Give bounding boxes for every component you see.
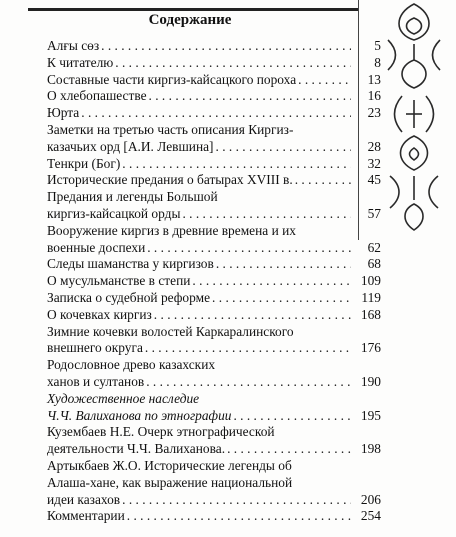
dot-leader [149, 88, 351, 105]
toc-entry [47, 458, 381, 508]
dot-leader [227, 441, 351, 458]
toc-entry-title: внешнего округа [47, 340, 143, 356]
table-of-contents [47, 38, 381, 525]
toc-entry-line [47, 441, 381, 458]
toc-entry [47, 307, 381, 324]
toc-entry-line [47, 307, 381, 324]
toc-entry [47, 357, 381, 391]
toc-entry-title: Исторические предания о батырах XVIII в. [47, 172, 293, 188]
toc-entry-title-line: Вооружение киргиз в древние времена и их [47, 222, 296, 238]
dot-leader [147, 240, 351, 257]
toc-entry [47, 223, 381, 257]
toc-entry [47, 508, 381, 525]
toc-entry-line [47, 408, 381, 425]
toc-page-number: 176 [360, 340, 381, 356]
dot-leader [212, 290, 351, 307]
toc-entry-line [47, 55, 381, 72]
toc-entry-line [47, 38, 381, 55]
toc-entry-line [47, 240, 381, 257]
toc-page-number: 8 [374, 54, 381, 70]
toc-entry [47, 189, 381, 223]
toc-entry-title-line: Заметки на третью часть описания Киргиз- [47, 121, 294, 137]
dot-leader [216, 256, 351, 273]
toc-page-number: 195 [360, 407, 381, 423]
dot-leader [115, 55, 351, 72]
toc-entry [47, 156, 381, 173]
toc-entry-title: О хлебопашестве [47, 88, 147, 104]
toc-entry-title: О мусульманстве в степи [47, 273, 191, 289]
toc-entry-line [47, 88, 381, 105]
dot-leader [216, 139, 351, 156]
toc-entry-line [47, 492, 381, 509]
dot-leader [122, 156, 351, 173]
toc-entry-title: казачьих орд [А.И. Левшина] [47, 138, 214, 154]
toc-entry-title-line: Предания и легенды Большой [47, 189, 218, 205]
toc-entry-line [47, 256, 381, 273]
toc-page-number: 28 [367, 138, 381, 154]
toc-entry-title: ханов и султанов [47, 373, 145, 389]
toc-entry [47, 122, 381, 156]
toc-entry-line [47, 273, 381, 290]
toc-page-number: 190 [360, 373, 381, 389]
toc-page-number: 119 [361, 289, 381, 305]
toc-page-number: 32 [367, 155, 381, 171]
dot-leader [101, 38, 351, 55]
page-title: Содержание [148, 12, 232, 28]
dot-leader [182, 206, 351, 223]
toc-entry [47, 256, 381, 273]
toc-entry [47, 290, 381, 307]
toc-page-number: 68 [367, 256, 381, 272]
toc-entry [47, 105, 381, 122]
dot-leader [295, 172, 351, 189]
toc-entry-title-line: Алаша-хане, как выражение национальной [47, 474, 293, 490]
toc-entry-line [47, 340, 381, 357]
toc-entry-title-line: Кузембаев Н.Е. Очерк этнографической [47, 424, 275, 440]
toc-page-number: 62 [367, 239, 381, 255]
toc-entry-title: деятельности Ч.Ч. Валиханова. [47, 441, 226, 457]
toc-page-number: 254 [360, 508, 381, 524]
toc-entry [47, 391, 381, 425]
toc-entry [47, 324, 381, 358]
ornament-border [384, 0, 444, 240]
toc-entry-title: Записка о судебной реформе [47, 289, 211, 305]
toc-entry-line [47, 374, 381, 391]
toc-entry-title: Тенкри (Бог) [47, 155, 121, 171]
toc-entry-line [47, 139, 381, 156]
toc-entry-title: К читателю [47, 54, 114, 70]
dot-leader [127, 508, 351, 525]
dot-leader [298, 72, 351, 89]
toc-entry-title: Составные части киргиз-кайсацкого пороха [47, 71, 297, 87]
dot-leader [146, 374, 351, 391]
toc-page-number: 57 [367, 205, 381, 221]
toc-entry-title: идеи казахов [47, 491, 121, 507]
toc-page-number: 23 [367, 105, 381, 121]
toc-page-number: 198 [360, 441, 381, 457]
toc-entry-title: Юрта [47, 105, 80, 121]
toc-entry [47, 172, 381, 189]
toc-page-number: 45 [367, 172, 381, 188]
toc-entry [47, 72, 381, 89]
running-header [28, 0, 358, 11]
toc-entry [47, 38, 381, 55]
toc-page-number: 109 [360, 273, 381, 289]
toc-entry [47, 88, 381, 105]
dot-leader [145, 340, 351, 357]
toc-entry [47, 273, 381, 290]
toc-entry-title-line: Художественное наследие [47, 390, 200, 406]
toc-entry [47, 55, 381, 72]
dot-leader [154, 307, 351, 324]
toc-page-number: 206 [360, 491, 381, 507]
toc-page-number: 5 [374, 38, 381, 53]
toc-entry-title: Комментарии [47, 508, 125, 524]
toc-entry-line [47, 290, 381, 307]
toc-entry-line [47, 105, 381, 122]
toc-entry-title: военные доспехи [47, 239, 146, 255]
dot-leader [192, 273, 351, 290]
toc-entry-title-line: Зимние кочевки волостей Каркаралинского [47, 323, 294, 339]
dot-leader [81, 105, 351, 122]
toc-entry-title: О кочевках киргиз [47, 306, 152, 322]
toc-entry-title: Ч.Ч. Валиханова по этнографии [47, 407, 232, 423]
dot-leader [233, 408, 351, 425]
toc-entry-title: Следы шаманства у киргизов [47, 256, 214, 272]
toc-page-number: 13 [367, 71, 381, 87]
toc-entry-title-line: Артыкбаев Ж.О. Исторические легенды об [47, 457, 292, 473]
toc-entry-title: Алғы сөз [47, 38, 100, 53]
toc-entry-title: киргиз-кайсацкой орды [47, 205, 181, 221]
toc-entry-line [47, 72, 381, 89]
toc-page-number: 168 [360, 306, 381, 322]
toc-entry-line [47, 206, 381, 223]
toc-entry [47, 424, 381, 458]
toc-entry-title-line: Родословное древо казахских [47, 357, 216, 373]
toc-entry-line [47, 172, 381, 189]
dot-leader [122, 492, 351, 509]
toc-page-number: 16 [367, 88, 381, 104]
toc-entry-line [47, 508, 381, 525]
toc-entry-line [47, 156, 381, 173]
